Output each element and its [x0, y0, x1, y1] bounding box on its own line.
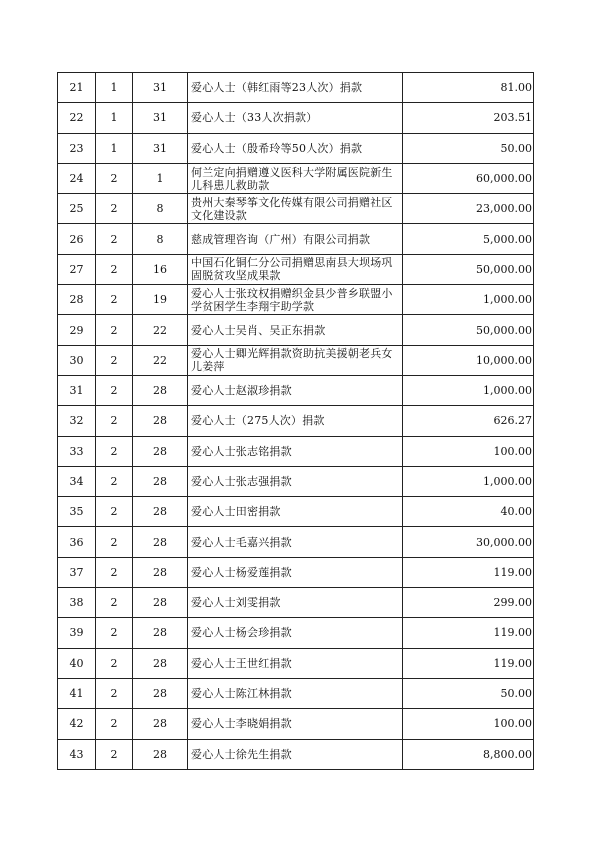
description-cell: 爱心人士赵淑珍捐款 [188, 375, 403, 405]
day-cell: 28 [133, 588, 188, 618]
month-cell: 2 [96, 194, 133, 224]
seq-cell: 27 [58, 254, 96, 284]
seq-cell: 23 [58, 133, 96, 163]
month-cell: 2 [96, 709, 133, 739]
day-cell: 28 [133, 436, 188, 466]
table-row [58, 588, 534, 618]
month-cell: 2 [96, 588, 133, 618]
amount-cell: 50,000.00 [403, 254, 534, 284]
table-row [58, 73, 534, 103]
month-cell: 2 [96, 739, 133, 769]
month-cell: 1 [96, 103, 133, 133]
amount-cell: 50.00 [403, 133, 534, 163]
table-row [58, 406, 534, 436]
month-cell: 2 [96, 436, 133, 466]
description-cell: 何兰定向捐赠遵义医科大学附属医院新生儿科患儿救助款 [188, 163, 403, 193]
day-cell: 28 [133, 466, 188, 496]
amount-cell: 100.00 [403, 436, 534, 466]
month-cell: 2 [96, 527, 133, 557]
month-cell: 2 [96, 375, 133, 405]
amount-cell: 81.00 [403, 73, 534, 103]
table-row [58, 224, 534, 254]
month-cell: 2 [96, 285, 133, 315]
description-cell: 爱心人士（殷希玲等50人次）捐款 [188, 133, 403, 163]
table-row [58, 133, 534, 163]
day-cell: 28 [133, 709, 188, 739]
table-row [58, 497, 534, 527]
description-cell: 爱心人士刘雯捐款 [188, 588, 403, 618]
day-cell: 31 [133, 73, 188, 103]
day-cell: 28 [133, 406, 188, 436]
description-cell: 爱心人士杨爱莲捐款 [188, 557, 403, 587]
table-row [58, 709, 534, 739]
day-cell: 19 [133, 285, 188, 315]
seq-cell: 29 [58, 315, 96, 345]
amount-cell: 50.00 [403, 678, 534, 708]
seq-cell: 38 [58, 588, 96, 618]
description-cell: 爱心人士张玟权捐赠织金县少普乡联盟小学贫困学生李翔宇助学款 [188, 285, 403, 315]
table-row [58, 345, 534, 375]
description-cell: 爱心人士李晓娟捐款 [188, 709, 403, 739]
seq-cell: 21 [58, 73, 96, 103]
seq-cell: 40 [58, 648, 96, 678]
table-row [58, 285, 534, 315]
description-cell: 爱心人士（275人次）捐款 [188, 406, 403, 436]
amount-cell: 1,000.00 [403, 375, 534, 405]
day-cell: 1 [133, 163, 188, 193]
seq-cell: 36 [58, 527, 96, 557]
amount-cell: 119.00 [403, 618, 534, 648]
seq-cell: 42 [58, 709, 96, 739]
seq-cell: 31 [58, 375, 96, 405]
description-cell: 爱心人士（33人次捐款） [188, 103, 403, 133]
month-cell: 2 [96, 406, 133, 436]
amount-cell: 30,000.00 [403, 527, 534, 557]
table-row [58, 527, 534, 557]
seq-cell: 28 [58, 285, 96, 315]
month-cell: 2 [96, 315, 133, 345]
seq-cell: 25 [58, 194, 96, 224]
amount-cell: 60,000.00 [403, 163, 534, 193]
amount-cell: 23,000.00 [403, 194, 534, 224]
table-row [58, 618, 534, 648]
month-cell: 2 [96, 224, 133, 254]
description-cell: 中国石化铜仁分公司捐赠思南县大坝场巩固脱贫攻坚成果款 [188, 254, 403, 284]
day-cell: 31 [133, 133, 188, 163]
description-cell: 慈成管理咨询（广州）有限公司捐款 [188, 224, 403, 254]
table-row [58, 375, 534, 405]
description-cell: 爱心人士吴肖、吴正东捐款 [188, 315, 403, 345]
table-row [58, 163, 534, 193]
day-cell: 16 [133, 254, 188, 284]
table-row [58, 739, 534, 769]
month-cell: 1 [96, 133, 133, 163]
description-cell: 爱心人士陈江林捐款 [188, 678, 403, 708]
description-cell: 爱心人士卿光辉捐款资助抗美援朝老兵女儿姜萍 [188, 345, 403, 375]
day-cell: 31 [133, 103, 188, 133]
amount-cell: 1,000.00 [403, 466, 534, 496]
seq-cell: 41 [58, 678, 96, 708]
month-cell: 2 [96, 345, 133, 375]
seq-cell: 35 [58, 497, 96, 527]
day-cell: 28 [133, 618, 188, 648]
day-cell: 28 [133, 497, 188, 527]
table-row [58, 557, 534, 587]
description-cell: 爱心人士徐先生捐款 [188, 739, 403, 769]
day-cell: 22 [133, 345, 188, 375]
table-row [58, 678, 534, 708]
table-row [58, 648, 534, 678]
month-cell: 2 [96, 648, 133, 678]
donation-table [57, 72, 534, 770]
day-cell: 8 [133, 194, 188, 224]
month-cell: 2 [96, 618, 133, 648]
day-cell: 28 [133, 375, 188, 405]
table-row [58, 466, 534, 496]
seq-cell: 39 [58, 618, 96, 648]
amount-cell: 40.00 [403, 497, 534, 527]
table-row [58, 436, 534, 466]
seq-cell: 22 [58, 103, 96, 133]
seq-cell: 32 [58, 406, 96, 436]
day-cell: 8 [133, 224, 188, 254]
day-cell: 28 [133, 527, 188, 557]
description-cell: 爱心人士张志铭捐款 [188, 436, 403, 466]
amount-cell: 299.00 [403, 588, 534, 618]
month-cell: 2 [96, 254, 133, 284]
month-cell: 2 [96, 163, 133, 193]
description-cell: 贵州大秦琴筝文化传媒有限公司捐赠社区文化建设款 [188, 194, 403, 224]
day-cell: 28 [133, 648, 188, 678]
donation-table-body [58, 73, 534, 770]
day-cell: 28 [133, 678, 188, 708]
seq-cell: 30 [58, 345, 96, 375]
amount-cell: 119.00 [403, 648, 534, 678]
description-cell: 爱心人士杨会珍捐款 [188, 618, 403, 648]
amount-cell: 119.00 [403, 557, 534, 587]
month-cell: 2 [96, 466, 133, 496]
seq-cell: 43 [58, 739, 96, 769]
amount-cell: 8,800.00 [403, 739, 534, 769]
amount-cell: 1,000.00 [403, 285, 534, 315]
amount-cell: 203.51 [403, 103, 534, 133]
amount-cell: 10,000.00 [403, 345, 534, 375]
amount-cell: 626.27 [403, 406, 534, 436]
amount-cell: 50,000.00 [403, 315, 534, 345]
amount-cell: 5,000.00 [403, 224, 534, 254]
day-cell: 22 [133, 315, 188, 345]
month-cell: 2 [96, 497, 133, 527]
seq-cell: 33 [58, 436, 96, 466]
seq-cell: 24 [58, 163, 96, 193]
month-cell: 2 [96, 557, 133, 587]
month-cell: 1 [96, 73, 133, 103]
seq-cell: 37 [58, 557, 96, 587]
description-cell: 爱心人士田密捐款 [188, 497, 403, 527]
day-cell: 28 [133, 739, 188, 769]
table-row [58, 315, 534, 345]
description-cell: 爱心人士毛嘉兴捐款 [188, 527, 403, 557]
description-cell: 爱心人士张志强捐款 [188, 466, 403, 496]
description-cell: 爱心人士王世红捐款 [188, 648, 403, 678]
month-cell: 2 [96, 678, 133, 708]
seq-cell: 26 [58, 224, 96, 254]
description-cell: 爱心人士（韩红雨等23人次）捐款 [188, 73, 403, 103]
table-row [58, 194, 534, 224]
seq-cell: 34 [58, 466, 96, 496]
table-row [58, 103, 534, 133]
table-row [58, 254, 534, 284]
day-cell: 28 [133, 557, 188, 587]
amount-cell: 100.00 [403, 709, 534, 739]
